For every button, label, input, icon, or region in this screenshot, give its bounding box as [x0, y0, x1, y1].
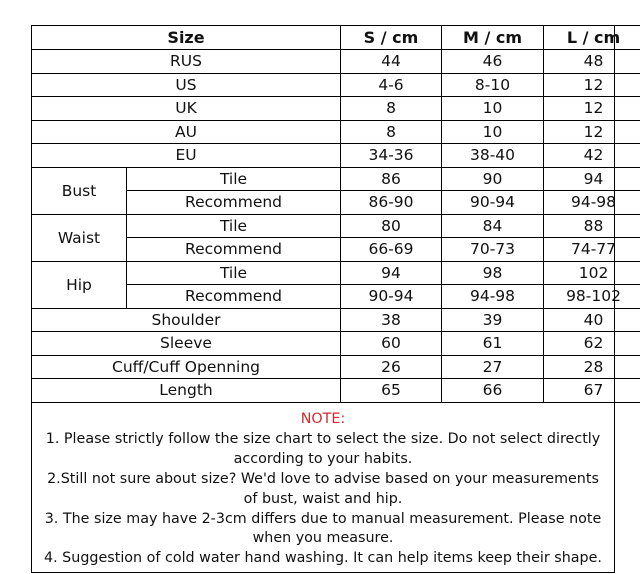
cell-s: 60 [341, 332, 442, 356]
cell-l: 40 [544, 308, 640, 332]
row-label: Sleeve [32, 332, 341, 356]
header-row [32, 26, 640, 50]
cell-s: 94 [341, 261, 442, 285]
cell-m: 27 [442, 355, 544, 379]
cell-l: 74-77 [544, 238, 640, 262]
row-shoulder [32, 308, 640, 332]
cell-s: 34-36 [341, 144, 442, 168]
cell-m: 39 [442, 308, 544, 332]
cell-l: 42 [544, 144, 640, 168]
cell-s: 26 [341, 355, 442, 379]
row-label: US [32, 73, 341, 97]
note-line: according to your habits. [233, 450, 413, 467]
group-label-bust: Bust [32, 167, 127, 214]
note-line: of bust, waist and hip. [243, 490, 403, 507]
cell-s: 4-6 [341, 73, 442, 97]
row-waist-tile [32, 214, 640, 238]
cell-m: 70-73 [442, 238, 544, 262]
notes-section [31, 410, 615, 569]
cell-s: 90-94 [341, 285, 442, 309]
row-label: RUS [32, 50, 341, 74]
cell-m: 61 [442, 332, 544, 356]
header-m: M / cm [442, 26, 544, 50]
cell-m: 46 [442, 50, 544, 74]
row-us [32, 73, 640, 97]
cell-l: 12 [544, 97, 640, 121]
cell-l: 98-102 [544, 285, 640, 309]
cell-s: 86-90 [341, 191, 442, 215]
sub-label: Recommend [127, 238, 341, 262]
row-label: Shoulder [32, 308, 341, 332]
cell-m: 84 [442, 214, 544, 238]
cell-l: 28 [544, 355, 640, 379]
header-size: Size [32, 26, 341, 50]
row-eu [32, 144, 640, 168]
row-au [32, 120, 640, 144]
note-line: 2.Still not sure about size? We'd love to advise based on your measurements [47, 470, 599, 487]
group-label-hip: Hip [32, 261, 127, 308]
note-line: when you measure. [252, 530, 394, 547]
cell-s: 44 [341, 50, 442, 74]
row-length [32, 379, 640, 403]
row-label: AU [32, 120, 341, 144]
row-label: EU [32, 144, 341, 168]
row-hip-tile [32, 261, 640, 285]
row-rus [32, 50, 640, 74]
cell-l: 48 [544, 50, 640, 74]
note-line: 1. Please strictly follow the size chart to select the size. Do not select directly [45, 430, 601, 447]
cell-s: 80 [341, 214, 442, 238]
cell-m: 90-94 [442, 191, 544, 215]
cell-s: 65 [341, 379, 442, 403]
cell-s: 38 [341, 308, 442, 332]
note-title: NOTE: [300, 411, 346, 427]
cell-l: 12 [544, 120, 640, 144]
cell-l: 94 [544, 167, 640, 191]
sub-label: Tile [127, 261, 341, 285]
row-uk [32, 97, 640, 121]
cell-m: 10 [442, 97, 544, 121]
cell-m: 98 [442, 261, 544, 285]
cell-l: 102 [544, 261, 640, 285]
cell-s: 8 [341, 97, 442, 121]
note-line: 3. The size may have 2-3cm differs due to manual measurement. Please note [44, 510, 602, 527]
sub-label: Recommend [127, 191, 341, 215]
cell-s: 66-69 [341, 238, 442, 262]
cell-l: 62 [544, 332, 640, 356]
row-bust-tile [32, 167, 640, 191]
cell-m: 38-40 [442, 144, 544, 168]
group-label-waist: Waist [32, 214, 127, 261]
cell-s: 86 [341, 167, 442, 191]
cell-m: 90 [442, 167, 544, 191]
header-s: S / cm [341, 26, 442, 50]
size-chart-table [31, 25, 640, 403]
row-sleeve [32, 332, 640, 356]
cell-m: 8-10 [442, 73, 544, 97]
cell-l: 67 [544, 379, 640, 403]
note-line: 4. Suggestion of cold water hand washing. It can help items keep their shape. [44, 550, 602, 567]
row-cuff [32, 355, 640, 379]
row-label: Length [32, 379, 341, 403]
sub-label: Recommend [127, 285, 341, 309]
cell-m: 66 [442, 379, 544, 403]
sub-label: Tile [127, 167, 341, 191]
cell-l: 94-98 [544, 191, 640, 215]
header-l: L / cm [544, 26, 640, 50]
cell-m: 10 [442, 120, 544, 144]
row-label: Cuff/Cuff Openning [32, 355, 341, 379]
row-label: UK [32, 97, 341, 121]
cell-l: 12 [544, 73, 640, 97]
sub-label: Tile [127, 214, 341, 238]
cell-s: 8 [341, 120, 442, 144]
cell-m: 94-98 [442, 285, 544, 309]
cell-l: 88 [544, 214, 640, 238]
